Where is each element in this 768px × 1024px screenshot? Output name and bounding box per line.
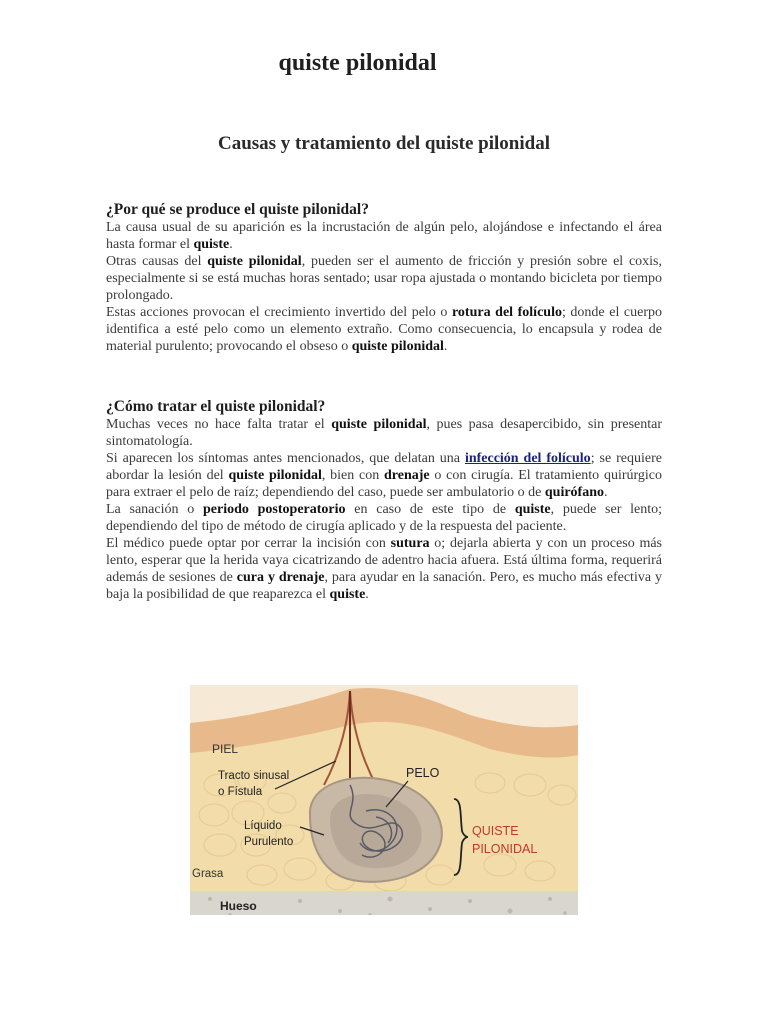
label-pelo: PELO <box>406 766 440 780</box>
page-title: quiste pilonidal <box>278 50 437 76</box>
infection-link[interactable]: infección del folículo <box>464 451 591 466</box>
paragraph: El médico puede optar por cerrar la incisión con sutura o; dejarla abierta y con un proceso más lento, esperar que la herida vaya cicatrizando de adentro hacia afuera. Está última forma, requerirá además de sesiones de cura y drenaje, para ayudar en la sanación. Pero, es mucho más efectiva y baja la posibilidad de que reaparezca el quiste. <box>106 536 663 602</box>
label-pilonidal: PILONIDAL <box>472 842 538 856</box>
page-subtitle: Causas y tratamiento del quiste pilonidal <box>217 133 550 154</box>
label-liquido: Líquido <box>244 820 282 832</box>
section-causes <box>106 201 662 355</box>
label-grasa: Grasa <box>192 868 224 880</box>
label-purulento: Purulento <box>244 836 294 848</box>
label-quiste: QUISTE <box>472 824 519 838</box>
paragraph: Otras causas del quiste pilonidal, pueden ser el aumento de fricción y presión sobre el coxis, especialmente si se está muchas horas sentado; usar ropa ajustada o montando bicicleta por tiempo prolongado. <box>106 254 662 303</box>
section-treatment <box>106 398 662 603</box>
paragraph: Si aparecen los síntomas antes mencionados, que delatan una infección del folículo; se requiere abordar la lesión del quiste pilonidal, bien con drenaje o con cirugía. El tratamiento quirúrgico para extraer el pelo de raíz; dependiendo del caso, puede ser ambulatorio o de quirófano. <box>106 451 663 500</box>
paragraph: Estas acciones provocan el crecimiento invertido del pelo o rotura del folículo; donde el cuerpo identifica a esté pelo como un elemento extraño. Como consecuencia, lo encapsula y rodea de material purulento; provocando el obseso o quiste pilonidal. <box>106 305 662 354</box>
pilonidal-cyst-illustration <box>190 685 578 921</box>
paragraph: Muchas veces no hace falta tratar el quiste pilonidal, pues pasa desapercibido, sin presentar sintomatología. <box>106 417 663 449</box>
label-tracto: Tracto sinusal <box>218 770 290 782</box>
section-question: ¿Por qué se produce el quiste pilonidal? <box>106 201 369 218</box>
label-fistula: o Fístula <box>218 786 263 798</box>
paragraph: La causa usual de su aparición es la incrustación de algún pelo, alojándose e infectando el área hasta formar el quiste. <box>106 220 662 252</box>
paragraph: La sanación o periodo postoperatorio en caso de este tipo de quiste, puede ser lento; dependiendo del tipo de método de cirugía aplicado y de la respuesta del paciente. <box>106 502 663 534</box>
label-hueso: Hueso <box>220 899 257 913</box>
label-piel: PIEL <box>212 742 239 756</box>
section-question: ¿Cómo tratar el quiste pilonidal? <box>106 398 326 415</box>
